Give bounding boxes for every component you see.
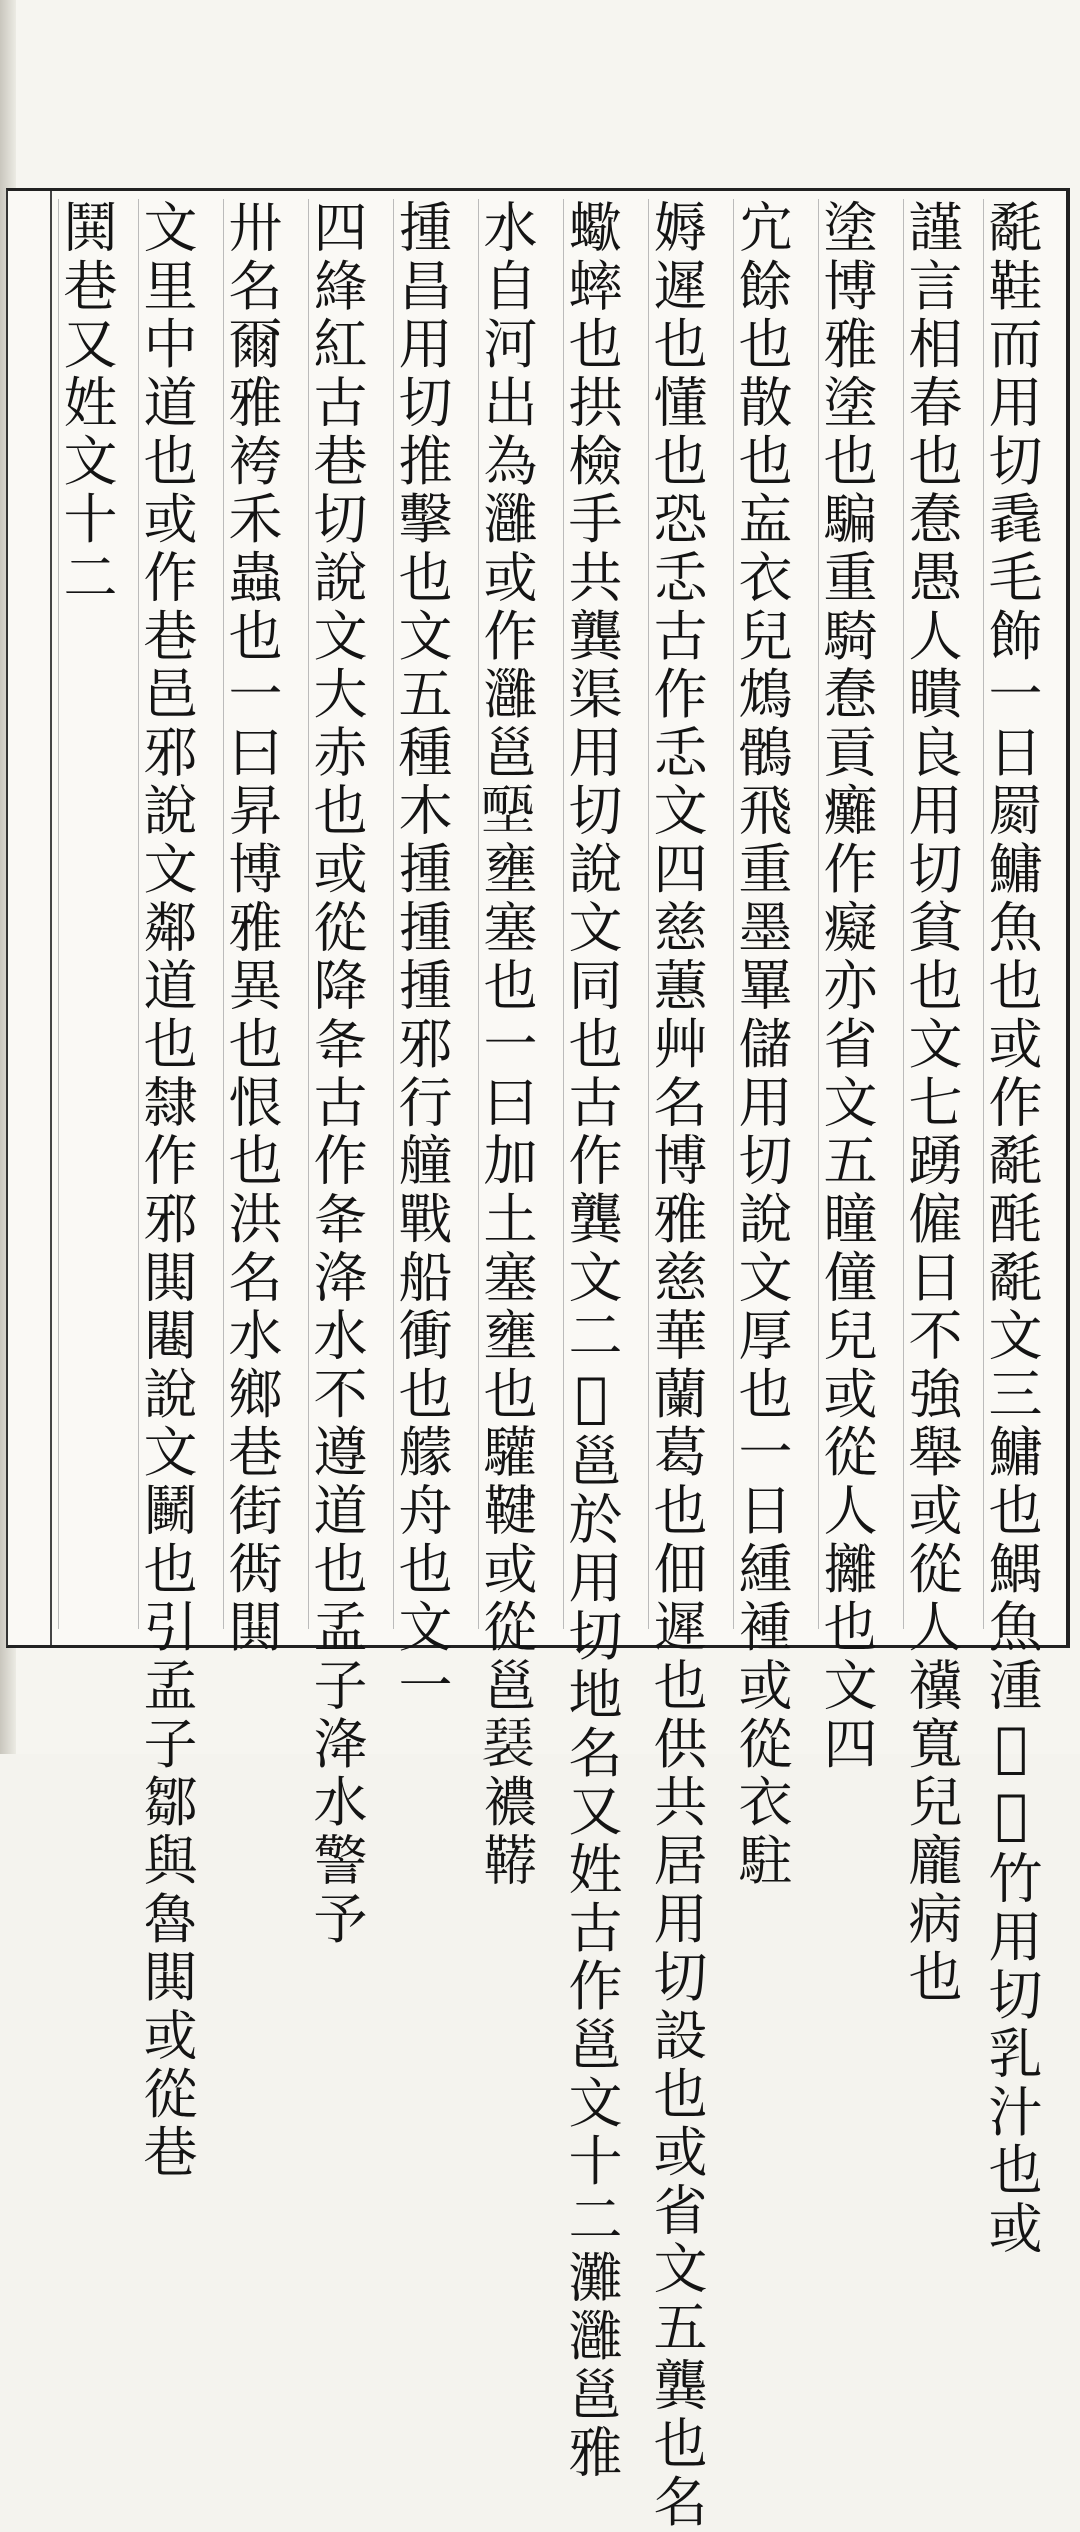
text-column: 媷遲也懂也恐忎古作忎文四慈蕙艸名博雅慈華蘭葛也佃遲也供共居用切設也或省文五龔也名 [645, 199, 708, 2532]
text-block [6, 188, 1070, 2532]
text-column: 謹言相春也惷愚人瞶良用切貧也文七踴僱日不強舉或從人𥜥寬兒龐病也 [900, 199, 963, 2007]
text-column: 文里中道也或作巷邑邪說文鄰道也隸作邪閧闀說文鬭也引孟子鄒與魯閧或從巷 [135, 199, 198, 2182]
text-column: 塗博雅塗也騙重騎惷貢癱作癡亦省文五瞳僮兒或從人攡也文四 [815, 199, 878, 1774]
text-column: 卅名爾雅袴禾蟲也一曰昇博雅異也恨也洪名水鄉巷街衖閧 [220, 199, 283, 1657]
text-column: 宂餘也散也衁衣兒鴆鶻飛重墨罼儲用切說文厚也一日緟褈或從衣駐 [730, 199, 793, 1891]
text-column: 鬨巷又姓文十二 [58, 199, 113, 1629]
gutter-rule [50, 191, 52, 1645]
text-column: 氄鞋而用切毳毛飾一日罽鱅魚也或作氄酕氄文三鱅也鰅魚湩𩗃𩗃竹用切乳汁也或 [980, 199, 1043, 2259]
text-column: 揰昌用切推擊也文五種木揰揰揰邪行艟戰船衝也艨舟也文一 [390, 199, 453, 1716]
text-column: 四綘紅古巷切說文大赤也或從降夅古作夅洚水不遵道也孟子洚水警予 [305, 199, 368, 1949]
text-column: 蠍蟀也拱檢手共龔渠用切說文同也古作龔文二𤄯邕於用切地名又姓古作邕文十二灘灉邕雅 [560, 199, 623, 2483]
text-column: 水自河出為灉或作灉邕𡏵壅塞也一曰加土塞壅也驩鞬或從邕𧝣襛鞯 [475, 199, 538, 1891]
